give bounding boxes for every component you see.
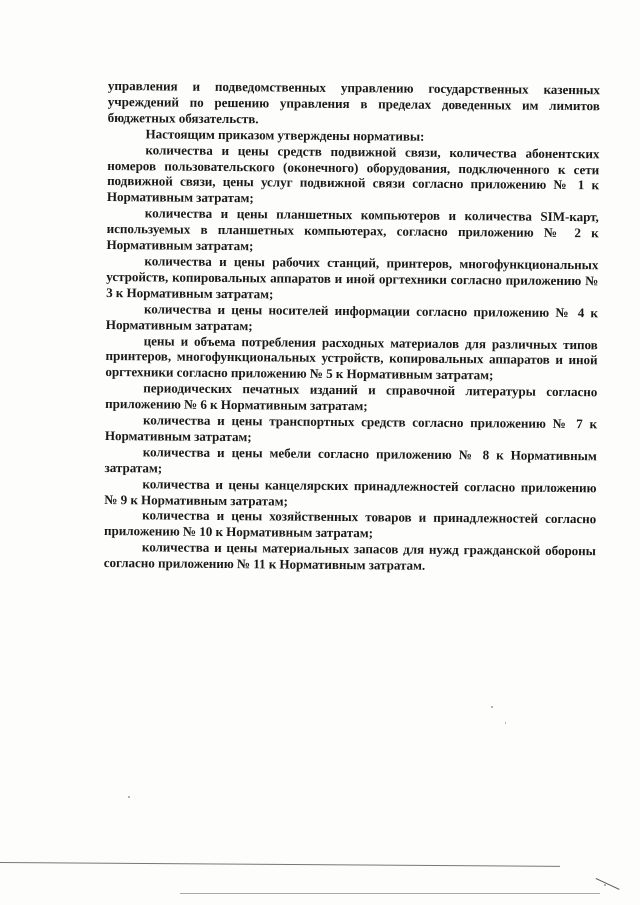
norm-item-4: количества и цены носителей информации согласно приложению № 4 к Нормативным затратам; [105, 301, 599, 333]
document-body [104, 78, 600, 575]
scan-speck [505, 722, 506, 724]
norm-item-6: периодических печатных изданий и справочной литературы согласно приложению № 6 к Нормативным затратам; [105, 380, 598, 414]
scan-edge-line [0, 862, 560, 867]
intro-continuation: управления и подведомственных управлению государственных казенных учреждений по решению управления в пределах доведенных им лимитов бюджетных обязательств. [107, 78, 600, 127]
scan-edge-line [180, 893, 600, 894]
norm-item-11: количества и цены материальных запасов для нужд гражданской обороны согласно приложению № 11 к Нормативным затратам. [103, 539, 596, 573]
norm-item-3: количества и цены рабочих станций, принтеров, многофункциональных устройств, копировальных аппаратов и иной оргтехники согласно приложению № 3 к Нормативным затратам; [106, 253, 599, 302]
lead-sentence: Настоящим приказом утверждены нормативы: [145, 126, 425, 144]
scan-speck [128, 796, 130, 798]
norm-item-5: цены и объема потребления расходных материалов для различных типов принтеров, многофункциональных устройств, копировальных аппаратов и иной оргтехники согласно приложению № 5 к Нормативным затратам; [105, 332, 598, 383]
norm-item-8: количества и цены мебели согласно приложению № 8 к Нормативным затратам; [104, 444, 597, 476]
scan-speck [604, 884, 606, 886]
norm-item-9: количества и цены канцелярских принадлежностей согласно приложению № 9 к Нормативным затратам; [104, 475, 597, 509]
scan-edge-line [596, 878, 620, 890]
norm-item-10: количества и цены хозяйственных товаров и принадлежностей согласно приложению № 10 к Нормативным затратам; [103, 507, 597, 541]
norm-item-7: количества и цены транспортных средств согласно приложению № 7 к Нормативным затратам; [104, 412, 598, 445]
norm-item-2: количества и цены планшетных компьютеров и количества SIM-карт, используемых в планшетных компьютерах, согласно приложению № 2 к Нормативным затратам; [106, 205, 599, 254]
scan-speck [491, 706, 493, 708]
norm-item-1: количества и цены средств подвижной связи, количества абонентских номеров пользовательского (оконечного) оборудования, подключенного к сети подвижной связи, цены услуг подвижной связи согласно приложению № 1 к Нормативным затратам; [106, 141, 600, 206]
